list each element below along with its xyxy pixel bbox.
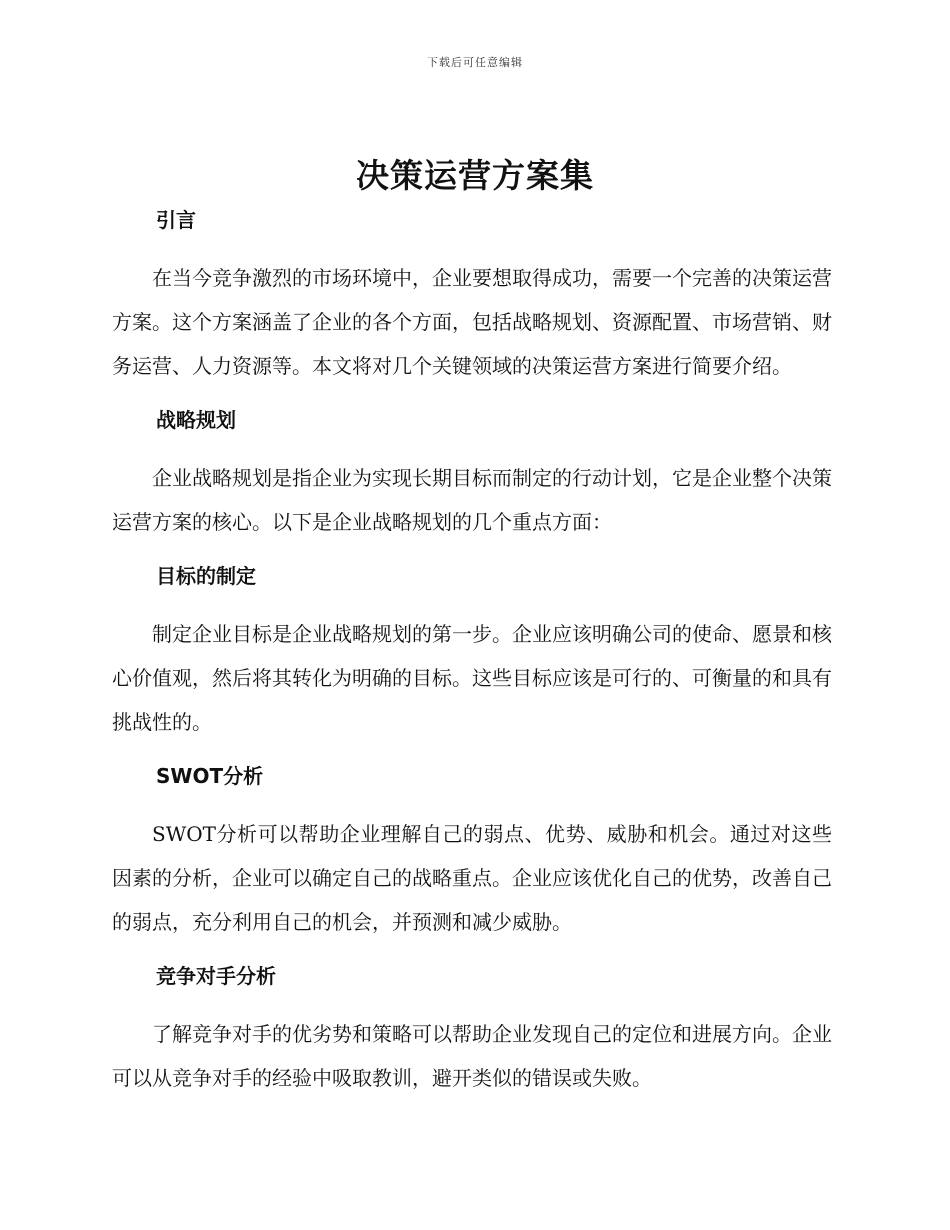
section-heading: 引言: [156, 208, 196, 232]
document-title: 决策运营方案集: [356, 156, 594, 195]
section-paragraph: 了解竞争对手的优劣势和策略可以帮助企业发现自己的定位和进展方向。企业可以从竞争对手的经验中吸取教训，避开类似的错误或失败。: [112, 1022, 832, 1090]
section-paragraph: 在当今竞争激烈的市场环境中，企业要想取得成功，需要一个完善的决策运营方案。这个方案涵盖了企业的各个方面，包括战略规划、资源配置、市场营销、财务运营、人力资源等。本文将对几个关键领域的决策运营方案进行简要介绍。: [112, 266, 832, 378]
section-heading: 战略规划: [156, 408, 236, 432]
section-paragraph: SWOT分析可以帮助企业理解自己的弱点、优势、威胁和机会。通过对这些因素的分析，企业可以确定自己的战略重点。企业应该优化自己的优势，改善自己的弱点，充分利用自己的机会，并预测和减少威胁。: [112, 822, 832, 934]
section-strategy: [112, 400, 832, 556]
section-heading: 目标的制定: [156, 564, 256, 588]
section-heading: SWOT分析: [156, 764, 264, 788]
section-intro: [112, 200, 832, 400]
section-paragraph: 制定企业目标是企业战略规划的第一步。企业应该明确公司的使命、愿景和核心价值观，然后将其转化为明确的目标。这些目标应该是可行的、可衡量的和具有挑战性的。: [112, 622, 832, 734]
section-paragraph: 企业战略规划是指企业为实现长期目标而制定的行动计划，它是企业整个决策运营方案的核心。以下是企业战略规划的几个重点方面：: [112, 466, 832, 534]
section-competitors: [112, 956, 832, 1100]
document-body: [112, 200, 832, 1100]
section-heading: 竞争对手分析: [156, 964, 276, 988]
header-note: 下载后可任意编辑: [427, 56, 523, 69]
section-goals: [112, 556, 832, 756]
section-swot: [112, 756, 832, 956]
